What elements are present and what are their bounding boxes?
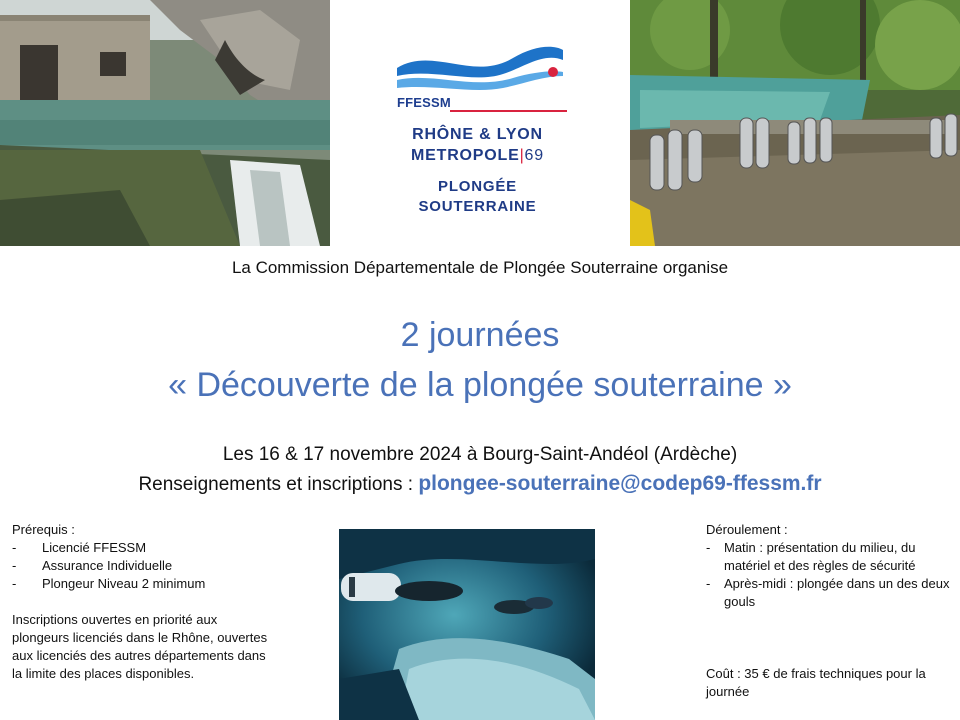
contact-line [0, 472, 960, 496]
schedule-section [706, 521, 956, 701]
logo-brand: FFESSM [397, 95, 451, 110]
prerequisites-section [12, 521, 272, 683]
prerequisites-heading: Prérequis : [12, 522, 75, 537]
logo-line-1: RHÔNE & LYON [412, 126, 543, 143]
list-item: - Après-midi : plongée dans un des deux gouls [706, 575, 956, 611]
schedule-heading: Déroulement : [706, 522, 788, 537]
title-line-2: « Découverte de la plongée souterraine » [168, 366, 792, 404]
intro-text: La Commission Départementale de Plongée Souterraine organise [231, 258, 729, 277]
dive-tanks-photo [630, 0, 960, 246]
logo-line-3: PLONGÉE [438, 178, 517, 195]
contact-label: Renseignements et inscriptions : [138, 474, 419, 495]
cave-dive-photo [339, 529, 595, 720]
registration-note: Inscriptions ouvertes en priorité aux plongeurs licenciés dans le Rhône, ouvertes aux licenciés des autres départements dans la limite des places disponibles. [12, 612, 268, 681]
ffessm-logo [383, 28, 572, 218]
logo-line-4: SOUTERRAINE [418, 198, 537, 215]
list-item: - Assurance Individuelle [12, 557, 272, 575]
logo-separator: | [519, 147, 525, 164]
event-dates: Les 16 & 17 novembre 2024 à Bourg-Saint-Andéol (Ardèche) [222, 444, 738, 465]
prerequisites-list [12, 539, 272, 593]
logo-number: 69 [524, 147, 544, 164]
contact-email-link[interactable]: plongee-souterraine@codep69-ffessm.fr [418, 472, 822, 495]
title-line-1: 2 journées [400, 316, 560, 354]
list-item: - Licencié FFESSM [12, 539, 272, 557]
wave-icon [393, 38, 565, 94]
logo-red-line [450, 110, 567, 112]
logo-line-2-text: METROPOLE [411, 147, 520, 164]
spring-pool-photo [0, 0, 330, 246]
list-item: - Matin : présentation du milieu, du matériel et des règles de sécurité [706, 539, 956, 575]
cost-text: Coût : 35 € de frais techniques pour la journée [706, 666, 926, 699]
logo-line-2 [383, 147, 572, 165]
schedule-list [706, 539, 956, 611]
list-item: - Plongeur Niveau 2 minimum [12, 575, 272, 593]
